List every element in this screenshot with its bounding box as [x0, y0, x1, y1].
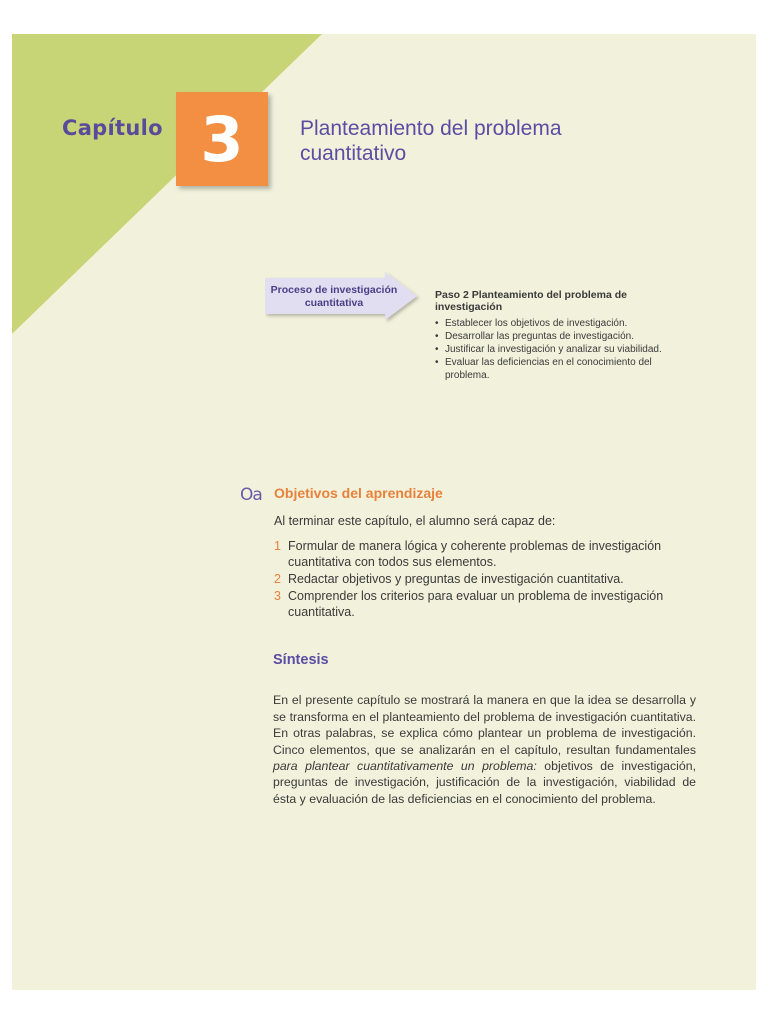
step-item-text: Justificar la investigación y analizar su viabilidad.	[445, 344, 662, 355]
objective-number: 1	[274, 539, 281, 553]
synthesis-text-italic: para plantear cuantitativamente un problema:	[273, 758, 537, 773]
step-item-text: Desarrollar las preguntas de investigación.	[445, 331, 634, 342]
list-item	[274, 538, 694, 570]
process-label	[270, 284, 398, 310]
chapter-label: Capítulo	[62, 116, 163, 140]
synthesis-text-start: En el presente capítulo se mostrará la manera en que la idea se desarrolla y se transforma en el planteamiento del problema de investigación cuantitativa. En otras palabras, se explica cómo plantear un problema de investigación. Cinco elementos, que se analizarán en el capítulo, resultan fundamentales	[273, 693, 696, 757]
synthesis-paragraph	[273, 692, 696, 807]
chapter-title-line2: cuantitativo	[300, 142, 407, 165]
objectives-intro: Al terminar este capítulo, el alumno será capaz de:	[274, 514, 556, 528]
chapter-title	[300, 116, 620, 166]
step-box	[435, 289, 695, 382]
objective-text: Comprender los criterios para evaluar un problema de investigación cuantitativa.	[288, 589, 664, 619]
process-label-line1: Proceso de investigación	[270, 284, 398, 296]
chapter-number: 3	[176, 92, 268, 186]
bullet-icon: •	[435, 344, 439, 355]
step-item-text: Establecer los objetivos de investigación.	[445, 318, 628, 329]
objectives-heading: Objetivos del aprendizaje	[274, 485, 443, 501]
objective-text: Redactar objetivos y preguntas de investigación cuantitativa.	[288, 572, 624, 586]
bullet-icon: •	[435, 357, 439, 368]
step-list	[435, 317, 695, 382]
objectives-icon: Oa	[240, 485, 262, 505]
objective-number: 2	[274, 572, 281, 586]
bullet-icon: •	[435, 318, 439, 329]
list-item	[274, 588, 694, 620]
process-label-line2: cuantitativa	[304, 297, 364, 309]
objective-text: Formular de manera lógica y coherente problemas de investigación cuantitativa con todos sus elementos.	[288, 539, 662, 569]
synthesis-text-end: objetivos de investigación, preguntas de investigación, justificación de la investigación, viabilidad de ésta y evaluación de las deficiencias en el conocimiento del problema.	[273, 758, 696, 806]
step-item-text: Evaluar las deficiencias en el conocimiento del problema.	[445, 357, 652, 381]
objectives-list	[274, 538, 694, 621]
chapter-title-line1: Planteamiento del problema	[300, 117, 562, 140]
list-item	[435, 317, 695, 330]
list-item	[435, 356, 695, 382]
bullet-icon: •	[435, 331, 439, 342]
synthesis-heading: Síntesis	[273, 652, 329, 668]
book-page	[12, 34, 756, 990]
objective-number: 3	[274, 589, 281, 603]
list-item	[435, 330, 695, 343]
list-item	[274, 571, 694, 587]
list-item	[435, 343, 695, 356]
step-heading: Paso 2 Planteamiento del problema de investigación	[435, 289, 627, 313]
